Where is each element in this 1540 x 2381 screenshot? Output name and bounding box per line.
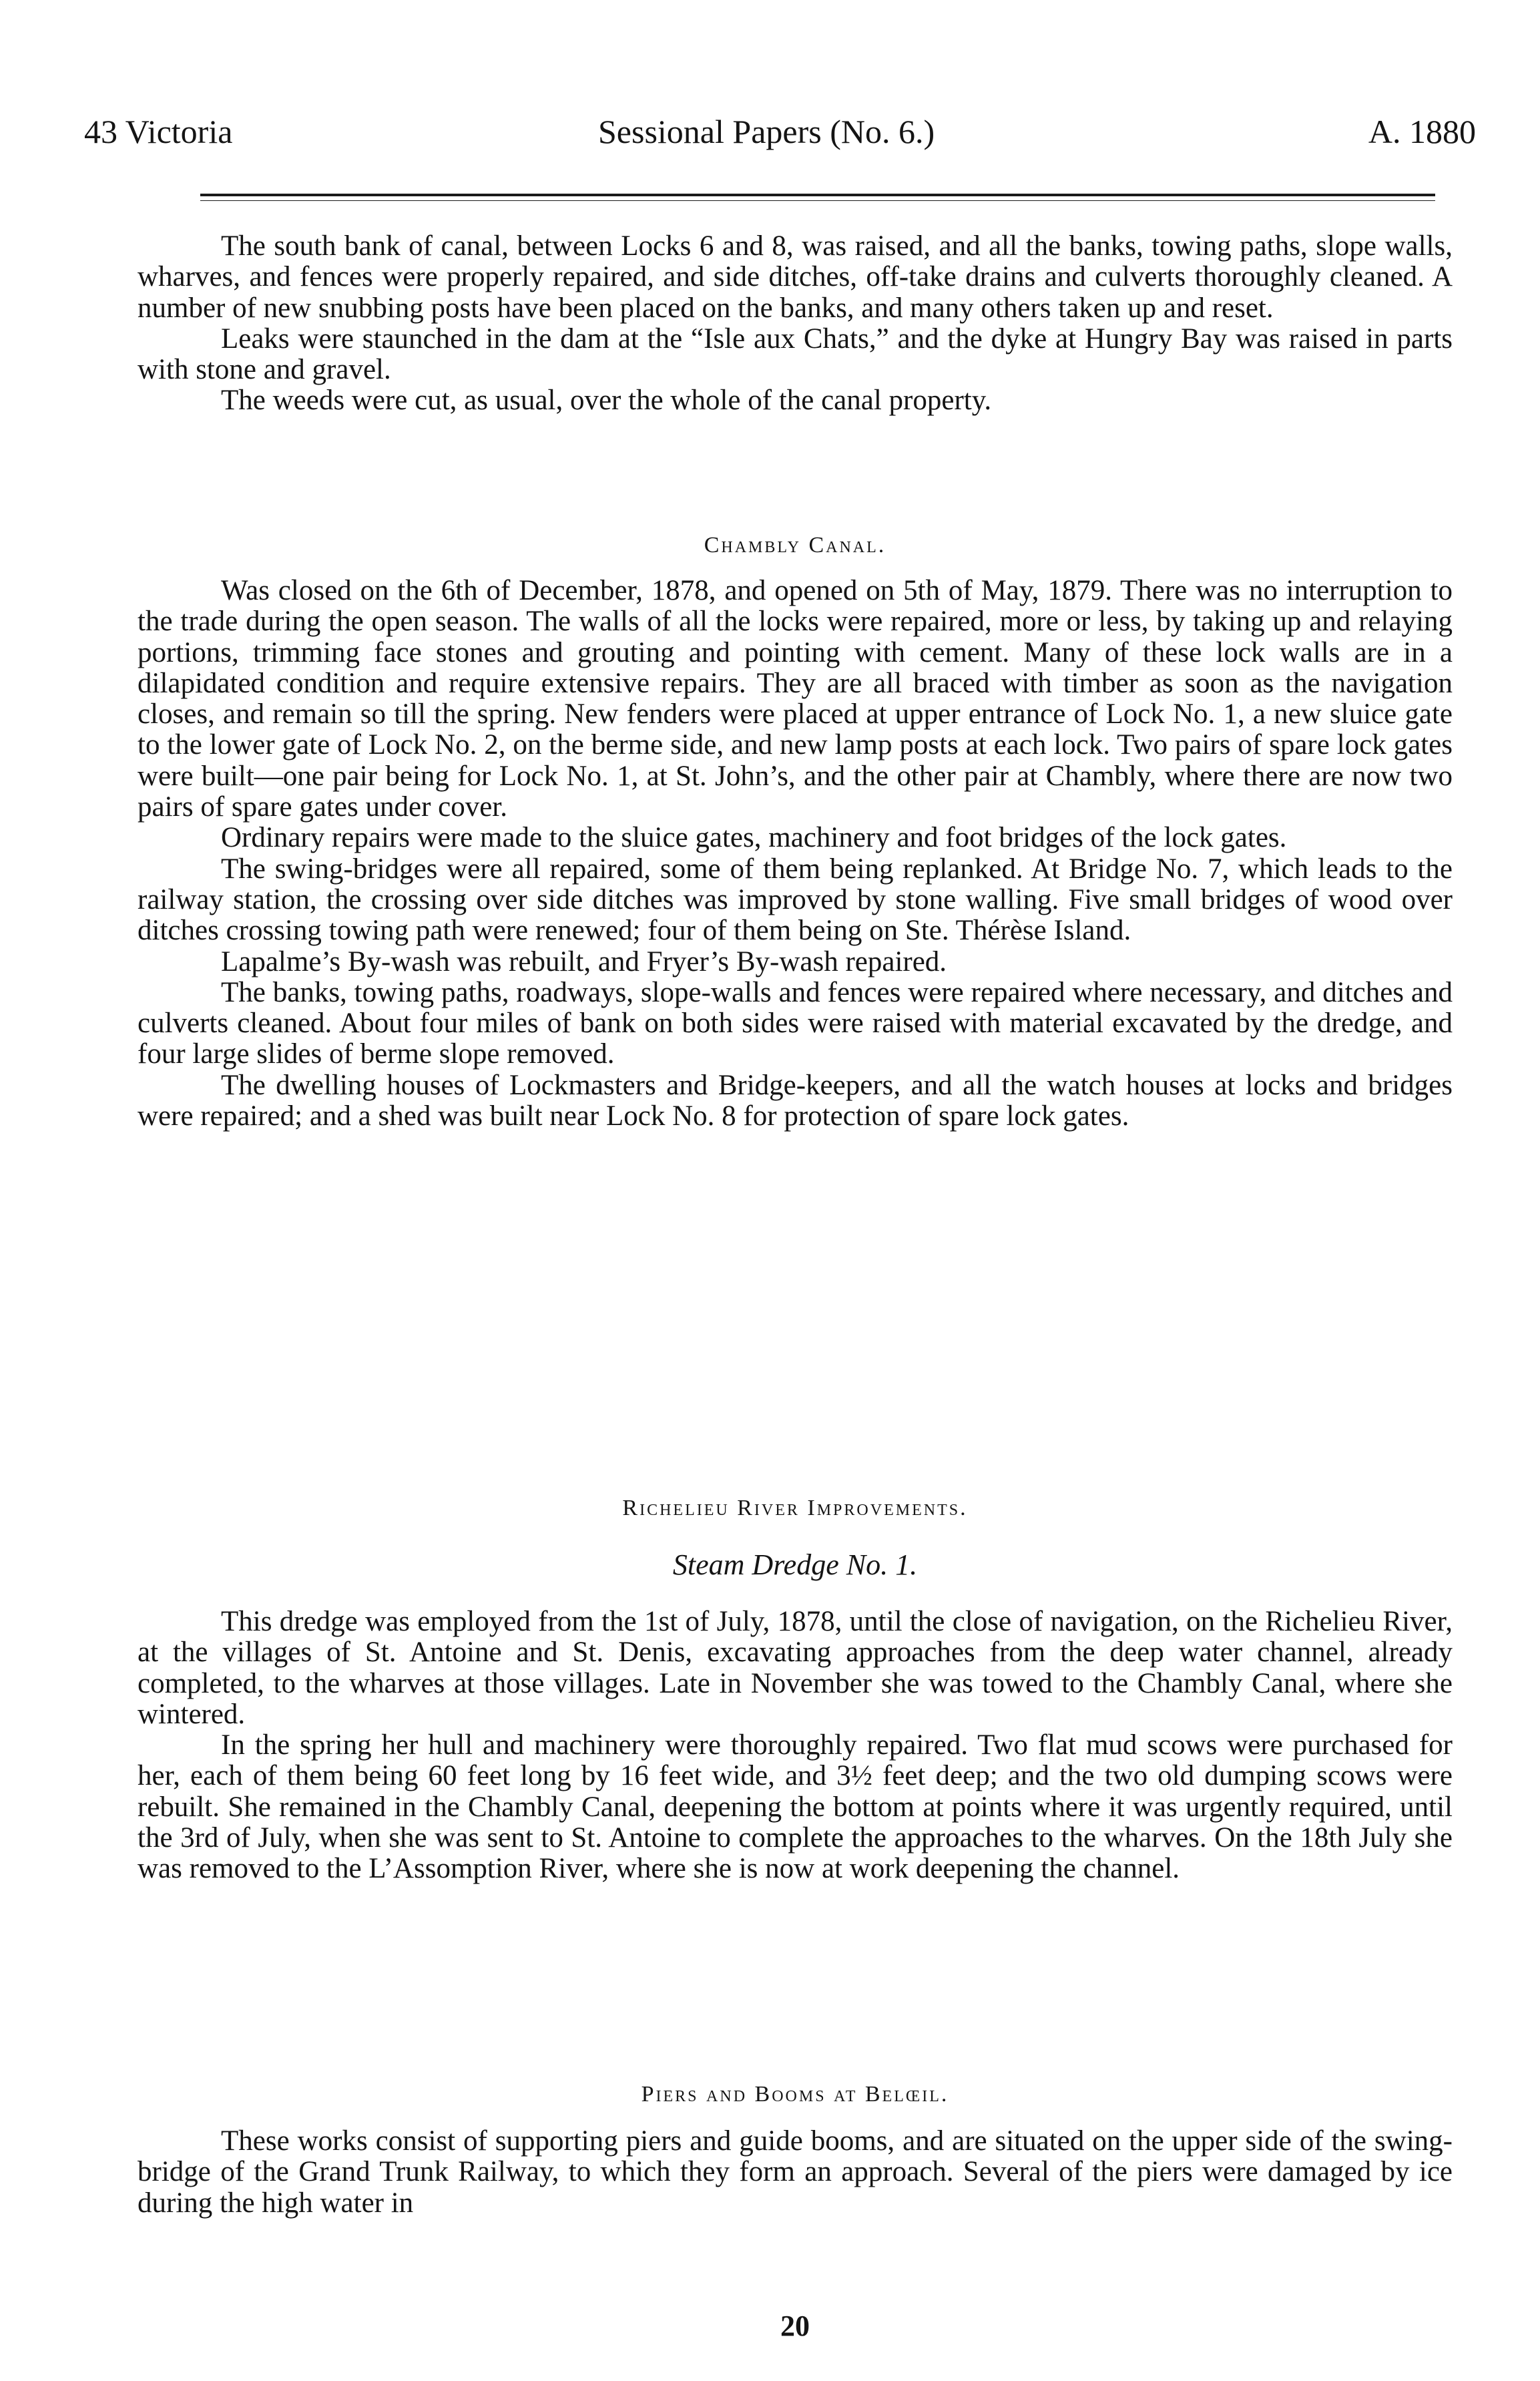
paragraph: The south bank of canal, between Locks 6 and 8, was raised, and all the banks, towing paths, slope walls, wharves, and fences were properly repaired, and side ditches, off-take drains and culverts thoroughly cleaned. A number of new snubbing posts have been placed on the banks, and many others taken up and reset. — [138, 230, 1453, 324]
page-number: 20 — [780, 2310, 810, 2342]
header-session: 43 Victoria — [84, 113, 233, 150]
paragraph: These works consist of supporting piers and guide booms, and are situated on the upper side of the swing-bridge of the Grand Trunk Railway, to which they form an approach. Several of the piers were damaged by ice during the high water in — [138, 2125, 1453, 2219]
paragraph: Ordinary repairs were made to the sluice gates, machinery and foot bridges of the lock gates. — [221, 822, 1287, 854]
heading-piers-booms: Piers and Booms at Belœil. — [641, 2082, 949, 2107]
running-header — [84, 112, 1476, 159]
paragraph: In the spring her hull and machinery were thoroughly repaired. Two flat mud scows were purchased for her, each of them being 60 feet long by 16 feet wide, and 3½ feet deep; and the two old dumping scows were rebuilt. She remained in the Chambly Canal, deepening the bottom at points where it was urgently required, until the 3rd of July, when she was sent to St. Antoine to complete the approaches to the wharves. On the 18th July she was removed to the L’Assomption River, where she is now at work deepening the channel. — [138, 1729, 1453, 1885]
section-piers-booms — [138, 2126, 1453, 2219]
section-chambly-canal — [138, 576, 1453, 1132]
paragraph: Lapalme’s By-wash was rebuilt, and Fryer’s By-wash repaired. — [221, 945, 947, 978]
heading-chambly-canal: Chambly Canal. — [704, 533, 886, 558]
header-title: Sessional Papers (No. 6.) — [598, 113, 935, 150]
heading-richelieu-river: Richelieu River Improvements. — [622, 1496, 968, 1520]
paragraph: Was closed on the 6th of December, 1878, and opened on 5th of May, 1879. There was no interruption to the trade during the open season. The walls of all the locks were repaired, more or less, by taking up and relaying portions, trimming face stones and grouting and pointing with cement. Many of these lock walls are in a dilapidated condition and require extensive repairs. They are all braced with timber as soon as the navigation closes, and remain so till the spring. New fenders were placed at upper entrance of Lock No. 1, a new sluice gate to the lower gate of Lock No. 2, on the berme side, and new lamp posts at each lock. Two pairs of spare lock gates were built—one pair being for Lock No. 1, at St. John’s, and the other pair at Chambly, where there are now two pairs of spare gates under cover. — [138, 575, 1453, 823]
section-canal-banks — [138, 231, 1453, 417]
paragraph: Leaks were staunched in the dam at the “Isle aux Chats,” and the dyke at Hungry Bay was raised in parts with stone and gravel. — [138, 322, 1453, 386]
header-rule — [200, 194, 1435, 196]
subheading-steam-dredge: Steam Dredge No. 1. — [672, 1548, 918, 1581]
paragraph: The swing-bridges were all repaired, some of them being replanked. At Bridge No. 7, which leads to the railway station, the crossing over side ditches was improved by stone walling. Five small bridges of wood over ditches crossing towing path were renewed; four of them being on Ste. Thérèse Island. — [138, 853, 1453, 947]
section-richelieu-river — [138, 1606, 1453, 1885]
header-rule-thin — [200, 200, 1435, 201]
paragraph: This dredge was employed from the 1st of July, 1878, until the close of navigation, on the Richelieu River, at the villages of St. Antoine and St. Denis, excavating approaches from the deep water channel, already completed, to the wharves at those villages. Late in November she was towed to the Chambly Canal, where she wintered. — [138, 1606, 1453, 1730]
paragraph: The weeds were cut, as usual, over the whole of the canal property. — [221, 385, 992, 417]
header-year: A. 1880 — [1368, 113, 1476, 150]
paragraph: The dwelling houses of Lockmasters and Bridge-keepers, and all the watch houses at locks and bridges were repaired; and a shed was built near Lock No. 8 for protection of spare lock gates. — [138, 1069, 1453, 1132]
paragraph: The banks, towing paths, roadways, slope-walls and fences were repaired where necessary, and ditches and culverts cleaned. About four miles of bank on both sides were raised with material excavated by the dredge, and four large slides of berme slope removed. — [138, 976, 1453, 1070]
